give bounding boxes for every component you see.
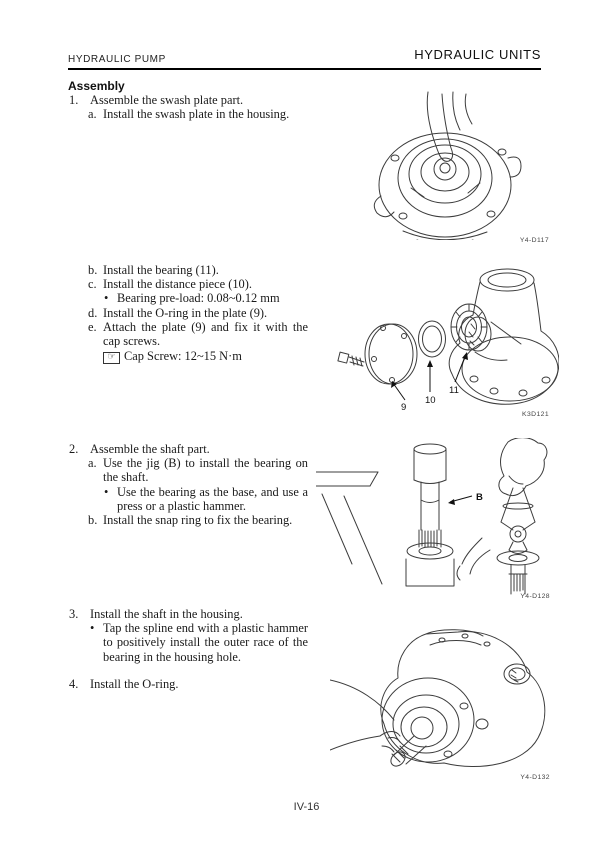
step-3 bbox=[68, 607, 308, 621]
substep-letter: a. bbox=[88, 456, 97, 471]
substep-text: Install the O-ring in the plate (9). bbox=[103, 305, 268, 320]
pointing-hand-icon: ☞ bbox=[103, 352, 120, 364]
figure-swash-plate-install bbox=[345, 90, 559, 248]
torque-note bbox=[103, 349, 308, 364]
bullet-bearing-preload bbox=[104, 291, 308, 305]
figure-exploded-plate-bearing bbox=[333, 260, 559, 422]
substep-letter: c. bbox=[88, 277, 97, 292]
torque-note-text: Cap Screw: 12~15 N·m bbox=[124, 349, 242, 364]
step2-block bbox=[68, 442, 308, 527]
jig-snap-ring-illustration bbox=[316, 438, 560, 596]
figure-caption: K3D121 bbox=[522, 410, 549, 418]
substep-text: Use the jig (B) to install the bearing on the shaft. bbox=[103, 456, 308, 485]
step1-block bbox=[68, 93, 308, 121]
substep-text: Install the bearing (11). bbox=[103, 263, 219, 277]
substep-1e bbox=[88, 320, 308, 348]
step-text: Install the shaft in the housing. bbox=[90, 607, 243, 621]
bullet-press-hammer bbox=[104, 485, 308, 513]
substep-1a bbox=[88, 107, 308, 121]
part-label-10: 10 bbox=[425, 395, 436, 406]
step-2 bbox=[68, 442, 308, 456]
step-number: 4. bbox=[69, 677, 79, 691]
step-text: Assemble the shaft part. bbox=[90, 442, 210, 456]
substep-letter: e. bbox=[88, 319, 97, 334]
figure-caption: Y4-D117 bbox=[519, 236, 549, 244]
step-number: 1. bbox=[69, 93, 79, 107]
substep-2b bbox=[88, 513, 308, 527]
swash-plate-illustration bbox=[345, 90, 559, 240]
figure-caption: Y4-D132 bbox=[520, 773, 550, 781]
part-label-b: B bbox=[476, 492, 483, 503]
substep-letter: b. bbox=[88, 513, 98, 528]
bullet-tap-spline bbox=[90, 621, 308, 664]
page-number: IV-16 bbox=[293, 801, 320, 813]
substep-1b bbox=[88, 263, 308, 277]
substep-text: Install the snap ring to fix the bearing. bbox=[103, 513, 293, 528]
substep-letter: a. bbox=[88, 107, 97, 122]
exploded-view-illustration bbox=[333, 260, 559, 412]
step-text: Install the O-ring. bbox=[90, 677, 179, 691]
figure-caption: Y4-D128 bbox=[520, 592, 550, 600]
step-4 bbox=[68, 677, 308, 691]
bullet-text: Bearing pre-load: 0.08~0.12 mm bbox=[117, 291, 280, 306]
step-1 bbox=[68, 93, 308, 107]
figure-jig-and-snap-ring bbox=[316, 438, 560, 604]
substep-1c bbox=[88, 277, 308, 291]
shaft-install-illustration bbox=[330, 628, 560, 776]
substep-letter: d. bbox=[88, 305, 98, 320]
step-number: 3. bbox=[69, 607, 79, 621]
step-number: 2. bbox=[69, 442, 79, 456]
step4-block bbox=[68, 677, 308, 691]
header-left-title: HYDRAULIC PUMP bbox=[68, 54, 166, 65]
substep-text: Install the swash plate in the housing. bbox=[103, 107, 290, 122]
bullet-marker: • bbox=[90, 621, 95, 636]
section-title: Assembly bbox=[68, 79, 125, 93]
step1-continued-block bbox=[68, 263, 308, 364]
substep-text: Attach the plate (9) and fix it with the cap screws. bbox=[103, 319, 308, 349]
bullet-marker: • bbox=[104, 291, 109, 306]
bullet-marker: • bbox=[104, 484, 109, 499]
header-rule bbox=[68, 68, 541, 70]
substep-1d bbox=[88, 306, 308, 320]
bullet-text: Use the bearing as the base, and use a press or a plastic hammer. bbox=[117, 484, 308, 513]
substep-letter: b. bbox=[88, 263, 98, 277]
substep-text: Install the distance piece (10). bbox=[103, 277, 252, 292]
substep-2a bbox=[88, 456, 308, 484]
step-text: Assemble the swash plate part. bbox=[90, 93, 244, 107]
bullet-text: Tap the spline end with a plastic hammer to positively install the outer race of the bearing in the housing hole. bbox=[103, 621, 308, 664]
header-right-title: HYDRAULIC UNITS bbox=[414, 47, 541, 62]
part-label-11: 11 bbox=[449, 385, 459, 396]
step3-block bbox=[68, 607, 308, 664]
part-label-9: 9 bbox=[401, 402, 407, 412]
figure-shaft-into-housing bbox=[330, 628, 560, 785]
